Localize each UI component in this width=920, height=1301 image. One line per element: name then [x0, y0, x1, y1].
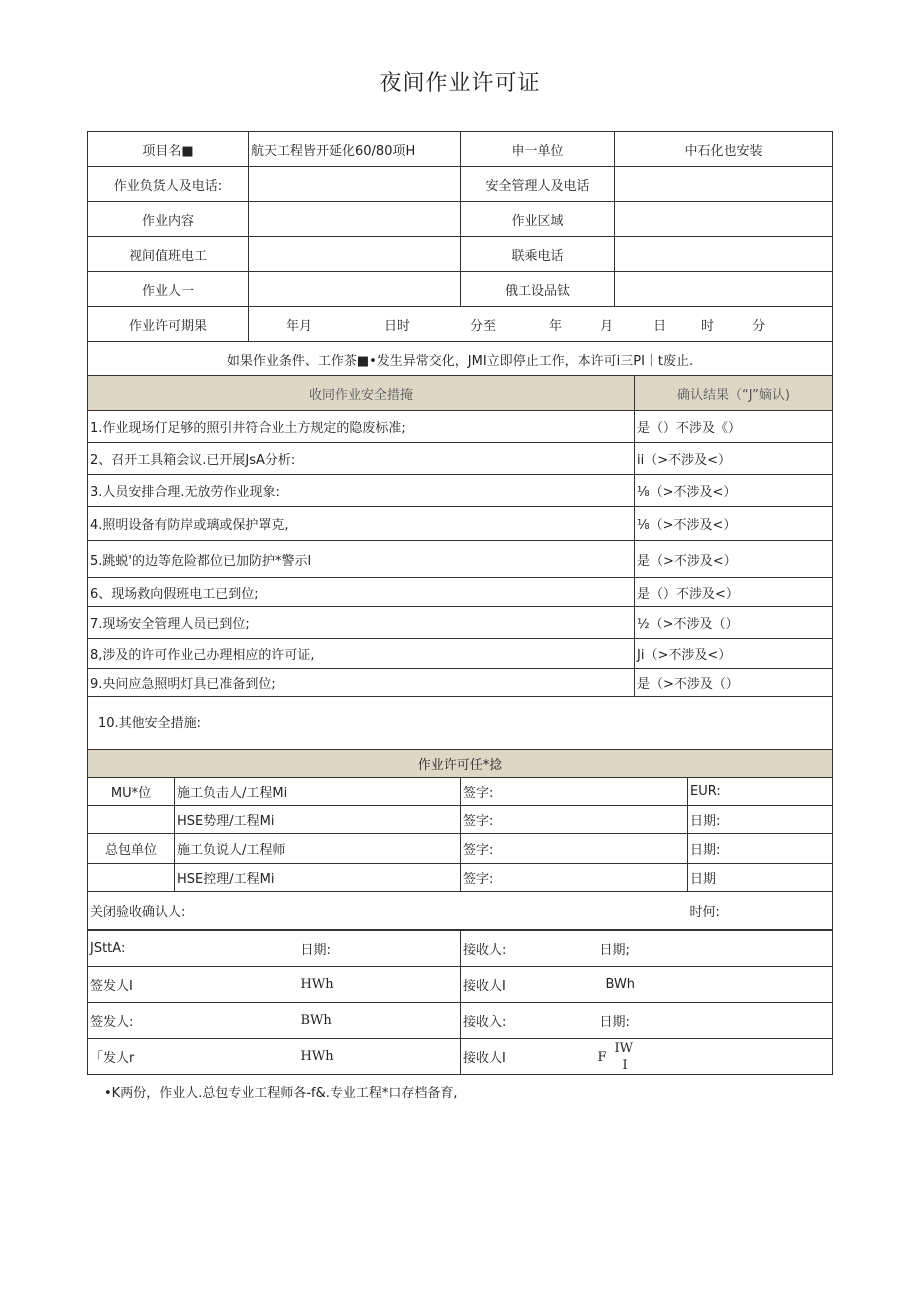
handover-mark-f: F	[597, 1050, 607, 1065]
sign-field[interactable]: 签字:	[461, 834, 688, 864]
equipment-field[interactable]	[615, 272, 833, 307]
measure-item: 6、现场救向假班电工已到位;	[88, 578, 635, 607]
period-part: 日	[653, 318, 667, 334]
unit-value[interactable]: 中石化也安装	[615, 132, 833, 167]
approval-role: 施工负击人/工程Mi	[175, 778, 461, 806]
unit1-label: MU*位	[88, 778, 175, 806]
measure-result[interactable]: 是（）不涉及<）	[635, 578, 833, 607]
measure-result[interactable]: ⅛（>不涉及<）	[635, 507, 833, 541]
date-field[interactable]: 日期	[688, 864, 833, 892]
handover-issuer-date[interactable]: HWh	[299, 1039, 461, 1075]
handover-mark-i: I	[622, 1058, 628, 1073]
responsible-label: 作业负货人及电话:	[88, 167, 249, 202]
notice-text: 如果作业条件、工作茶■•发生异常交化，JMI立即停止工作，本许可i三PI｜t废止.	[88, 342, 833, 377]
measures-table	[87, 375, 833, 753]
date-field[interactable]: 日期:	[688, 834, 833, 864]
measure-item: 4.照明设备有防岸或璃或保护罩克,	[88, 507, 635, 541]
handover-issuer[interactable]: 签发人I	[88, 967, 299, 1003]
unit2-label: 总包单位	[88, 834, 175, 864]
worker-field[interactable]	[249, 272, 461, 307]
handover-table	[87, 930, 833, 1075]
measure-item: 3.人员安排合理.无放劳作业现象:	[88, 475, 635, 507]
handover-receiver-date[interactable]: BWh	[598, 967, 833, 1003]
period-part: 时	[701, 318, 715, 334]
handover-receiver[interactable]: 接收人I	[461, 1039, 598, 1075]
measure-item: 7.现场安全管理人员已到位;	[88, 607, 635, 639]
area-label: 作业区域	[461, 202, 615, 237]
footnote: •K两份，作业人.总包专业工程师各-f&.专业工程*口存档备育,	[104, 1086, 458, 1101]
handover-receiver[interactable]: 接收人I	[461, 967, 598, 1003]
content-label: 作业内容	[88, 202, 249, 237]
measure-result[interactable]: Ji（>不涉及<）	[635, 639, 833, 669]
handover-receiver[interactable]: 接收入:	[461, 1003, 598, 1039]
contact-field[interactable]	[615, 237, 833, 272]
handover-issuer[interactable]: 「发人r	[88, 1039, 299, 1075]
measure-item: 1.作业现场仃足够的照引井符合业土方规定的隐废标准;	[88, 411, 635, 443]
measure-result[interactable]: ⅛（>不涉及<）	[635, 475, 833, 507]
approval-role: HSE控理/工程Mi	[175, 864, 461, 892]
close-time-label[interactable]: 时何:	[688, 892, 833, 930]
safety-manager-field[interactable]	[615, 167, 833, 202]
date-field[interactable]: EUR:	[688, 778, 833, 806]
handover-issuer[interactable]: JSttA:	[88, 931, 299, 967]
measure-item: 9.央问应急照明灯具已准备到位;	[88, 669, 635, 697]
measure-result[interactable]: 是（）不涉及《）	[635, 411, 833, 443]
measure-result[interactable]: ii（>不涉及<）	[635, 443, 833, 475]
area-field[interactable]	[615, 202, 833, 237]
period-part: 分	[752, 318, 766, 334]
handover-issuer-date[interactable]: HWh	[299, 967, 461, 1003]
responsible-field[interactable]	[249, 167, 461, 202]
contact-label: 联乘电话	[461, 237, 615, 272]
period-part: 日时	[384, 318, 411, 334]
handover-receiver[interactable]: 接收人:	[461, 931, 598, 967]
approval-role: 施工负说人/工程师	[175, 834, 461, 864]
measure-item: 5.跳蜕'的边等危险都位已加防护*警示l	[88, 541, 635, 578]
approval-header: 作业许可任*捻	[88, 750, 833, 778]
sign-field[interactable]: 签字:	[461, 806, 688, 834]
period-field[interactable]	[249, 307, 833, 342]
project-label: 项目名■	[88, 132, 249, 167]
equipment-label: 俄工设品钛	[461, 272, 615, 307]
handover-mark-iw: IW	[614, 1041, 633, 1056]
sign-field[interactable]: 签字:	[461, 778, 688, 806]
unit-label: 申一单位	[461, 132, 615, 167]
measure-item: 2、召开工具箱会议.已开展JsA分析:	[88, 443, 635, 475]
handover-issuer[interactable]: 签发人:	[88, 1003, 299, 1039]
other-measures[interactable]: 10.其他安全措施:	[88, 697, 833, 753]
handover-issuer-date[interactable]: 日期:	[299, 931, 461, 967]
handover-receiver-date[interactable]	[598, 1039, 833, 1075]
handover-receiver-date[interactable]: 日期:	[598, 1003, 833, 1039]
project-value[interactable]: 航天工程皆开延化60/80项H	[249, 132, 461, 167]
period-part: 月	[600, 318, 614, 334]
measure-result[interactable]: 是（>不涉及<）	[635, 541, 833, 578]
approval-table	[87, 749, 833, 930]
measures-header: 收同作业安全措掩	[88, 376, 635, 411]
confirm-header: 确认结果（“J”嫡认)	[635, 376, 833, 411]
handover-receiver-date[interactable]: 日期;	[598, 931, 833, 967]
content-field[interactable]	[249, 202, 461, 237]
info-table	[87, 131, 833, 377]
close-acceptance-label[interactable]: 关闭验收确认人:	[88, 892, 688, 930]
electrician-label: 视间值班电工	[88, 237, 249, 272]
page-title: 夜间作业许可证	[379, 71, 541, 96]
safety-manager-label: 安全管理人及电话	[461, 167, 615, 202]
approval-role: HSE势理/工程Mi	[175, 806, 461, 834]
period-part: 分至	[470, 318, 497, 334]
period-part: 年	[549, 318, 563, 334]
period-part: 年月	[286, 318, 313, 334]
measure-item: 8,涉及的许可作业己办理相应的许可证,	[88, 639, 635, 669]
date-field[interactable]: 日期:	[688, 806, 833, 834]
measure-result[interactable]: 是（>不涉及（）	[635, 669, 833, 697]
sign-field[interactable]: 签字:	[461, 864, 688, 892]
period-label: 作业许可期果	[88, 307, 249, 342]
handover-issuer-date[interactable]: BWh	[299, 1003, 461, 1039]
electrician-field[interactable]	[249, 237, 461, 272]
measure-result[interactable]: ½（>不涉及（）	[635, 607, 833, 639]
worker-label: 作业人一	[88, 272, 249, 307]
